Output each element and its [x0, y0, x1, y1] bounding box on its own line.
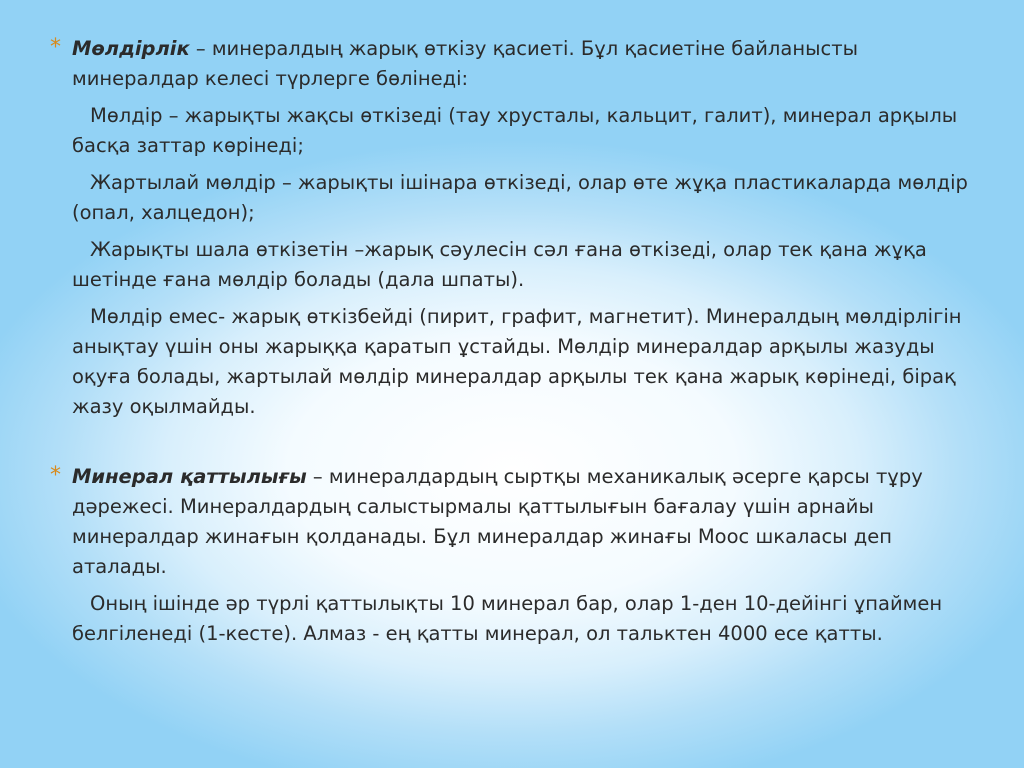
body-paragraph: Жарықты шала өткізетін –жарық сәулесін сәл ғана өткізеді, олар тек қана жұқа шетінде ғана мөлдір болады (дала шпаты). [72, 238, 927, 291]
body-paragraph: Мөлдір емес- жарық өткізбейді (пирит, графит, магнетит). Минералдың мөлдірлігін анықтау үшін оны жарыққа қаратып ұстайды. Мөлдір минералдар арқылы жазуды оқуға болады, жартылай мөлдір минералдар арқылы тек қана жарық көрінеді, бірақ жазу оқылмайды. [72, 305, 962, 418]
section-lead-paragraph [72, 34, 980, 94]
section-term: Минерал қаттылығы [72, 465, 307, 488]
body-paragraph: Оның ішінде әр түрлі қаттылықты 10 минерал бар, олар 1-ден 10-дейінгі ұпаймен белгіленеді (1-кесте). Алмаз - ең қатты минерал, ол тальктен 4000 есе қатты. [72, 592, 943, 645]
section-term: Мөлдірлік [72, 37, 190, 60]
section-lead-paragraph [72, 462, 980, 582]
slide-content [50, 34, 980, 656]
section-hardness [50, 462, 980, 649]
section-lead-text: – минералдың жарық өткізу қасиеті. Бұл қасиетіне байланысты минералдар келесі түрлерге бөлінеді: [72, 37, 858, 90]
bullet-asterisk-icon: * [50, 463, 61, 488]
body-paragraph: Мөлдір – жарықты жақсы өткізеді (тау хрусталы, кальцит, галит), минерал арқылы басқа заттар көрінеді; [72, 104, 958, 157]
body-paragraph: Жартылай мөлдір – жарықты ішінара өткізеді, олар өте жұқа пластикаларда мөлдір (опал, халцедон); [72, 171, 968, 224]
section-lead-text: – минералдардың сыртқы механикалық әсерге қарсы тұру дәрежесі. Минералдардың салыстырмалы қаттылығын бағалау үшін арнайы минералдар жинағын қолданады. Бұл минералдар жинағы Моос шкаласы деп аталады. [72, 465, 923, 578]
section-transparency [50, 34, 980, 422]
bullet-asterisk-icon: * [50, 35, 61, 60]
